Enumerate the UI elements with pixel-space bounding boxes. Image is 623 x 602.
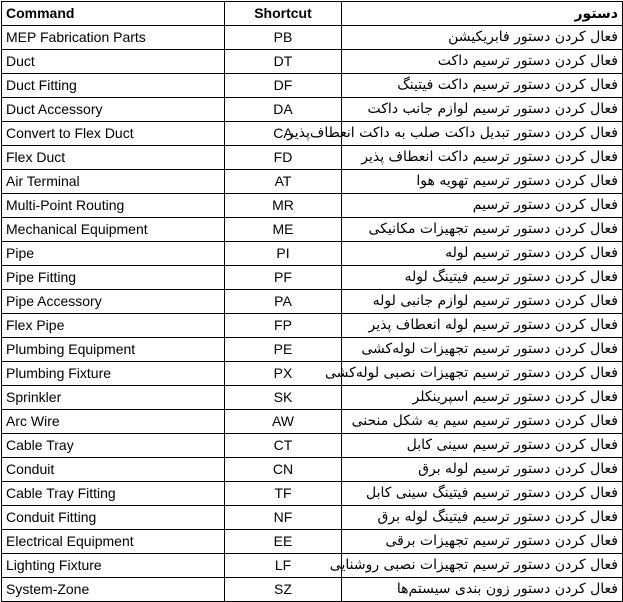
table-row (2, 410, 623, 434)
persian-description-cell: فعال کردن دستور زون بندی سیستم‌ها (342, 578, 623, 602)
table-body (2, 26, 623, 602)
table-row (2, 266, 623, 290)
command-cell: Pipe (2, 242, 225, 266)
shortcut-cell: EE (225, 530, 342, 554)
table-row (2, 506, 623, 530)
persian-description-cell: فعال کردن دستور ترسیم داکت فیتینگ (342, 74, 623, 98)
persian-description-cell: فعال کردن دستور ترسیم لوازم جانبی لوله (342, 290, 623, 314)
persian-description-cell: فعال کردن دستور ترسیم تجهیزات برقی (342, 530, 623, 554)
shortcut-cell: DA (225, 98, 342, 122)
command-cell: Flex Duct (2, 146, 225, 170)
persian-description-cell: فعال کردن دستور ترسیم لوازم جانب داکت (342, 98, 623, 122)
persian-description-cell: فعال کردن دستور ترسیم فیتینگ لوله (342, 266, 623, 290)
shortcut-cell: FP (225, 314, 342, 338)
shortcut-cell: AT (225, 170, 342, 194)
command-cell: Lighting Fixture (2, 554, 225, 578)
command-cell: Flex Pipe (2, 314, 225, 338)
shortcut-cell: CT (225, 434, 342, 458)
table-row (2, 170, 623, 194)
command-cell: Plumbing Equipment (2, 338, 225, 362)
shortcut-cell: PI (225, 242, 342, 266)
command-cell: MEP Fabrication Parts (2, 26, 225, 50)
table-row (2, 530, 623, 554)
shortcut-cell: SK (225, 386, 342, 410)
table-row (2, 386, 623, 410)
command-cell: Pipe Accessory (2, 290, 225, 314)
command-cell: Duct Accessory (2, 98, 225, 122)
persian-description-cell: فعال کردن دستور ترسیم لوله (342, 242, 623, 266)
persian-description-cell: فعال کردن دستور ترسیم اسپرینکلر (342, 386, 623, 410)
persian-description-cell: فعال کردن دستور ترسیم لوله برق (342, 458, 623, 482)
shortcut-table (1, 1, 623, 602)
shortcut-cell: LF (225, 554, 342, 578)
persian-description-cell: فعال کردن دستور ترسیم سینی کابل (342, 434, 623, 458)
shortcut-cell: DF (225, 74, 342, 98)
command-cell: Cable Tray (2, 434, 225, 458)
shortcut-cell: DT (225, 50, 342, 74)
command-cell: Plumbing Fixture (2, 362, 225, 386)
persian-description-cell: فعال کردن دستور ترسیم داکت انعطاف پذیر (342, 146, 623, 170)
shortcut-cell: PA (225, 290, 342, 314)
persian-description-cell: فعال کردن دستور ترسیم تجهیزات نصبی روشنایی (342, 554, 623, 578)
table-row (2, 290, 623, 314)
table-row (2, 50, 623, 74)
shortcut-cell: AW (225, 410, 342, 434)
table-row (2, 458, 623, 482)
table-row (2, 362, 623, 386)
command-cell: Cable Tray Fitting (2, 482, 225, 506)
shortcut-cell: PF (225, 266, 342, 290)
shortcut-cell: PE (225, 338, 342, 362)
shortcut-cell: PB (225, 26, 342, 50)
command-cell: Air Terminal (2, 170, 225, 194)
table-row (2, 194, 623, 218)
persian-description-cell: فعال کردن دستور ترسیم تجهیزات نصبی لوله‌کشی (342, 362, 623, 386)
shortcut-cell: NF (225, 506, 342, 530)
shortcut-cell: TF (225, 482, 342, 506)
command-cell: Arc Wire (2, 410, 225, 434)
table-row (2, 554, 623, 578)
table-row (2, 98, 623, 122)
table-row (2, 578, 623, 602)
persian-description-cell: فعال کردن دستور فابریکیشن (342, 26, 623, 50)
persian-description-cell: فعال کردن دستور ترسیم تجهیزات لوله‌کشی (342, 338, 623, 362)
persian-description-cell: فعال کردن دستور ترسیم تجهیزات مکانیکی (342, 218, 623, 242)
shortcut-cell: FD (225, 146, 342, 170)
persian-description-cell: فعال کردن دستور ترسیم لوله انعطاف پذیر (342, 314, 623, 338)
persian-description-cell: فعال کردن دستور ترسیم تهویه هوا (342, 170, 623, 194)
command-cell: Multi-Point Routing (2, 194, 225, 218)
command-cell: Electrical Equipment (2, 530, 225, 554)
table-row (2, 242, 623, 266)
shortcut-sheet (1, 1, 622, 602)
persian-description-cell: فعال کردن دستور ترسیم داکت (342, 50, 623, 74)
persian-description-cell: فعال کردن دستور ترسیم فیتینگ سینی کابل (342, 482, 623, 506)
header-shortcut: Shortcut (225, 2, 342, 26)
command-cell: Sprinkler (2, 386, 225, 410)
command-cell: System-Zone (2, 578, 225, 602)
table-row (2, 434, 623, 458)
command-cell: Conduit Fitting (2, 506, 225, 530)
persian-description-cell: فعال کردن دستور تبدیل داکت صلب به داکت انعطاف‌پذیر (342, 122, 623, 146)
command-cell: Pipe Fitting (2, 266, 225, 290)
table-row (2, 26, 623, 50)
shortcut-cell: CN (225, 458, 342, 482)
table-row (2, 146, 623, 170)
persian-description-cell: فعال کردن دستور ترسیم (342, 194, 623, 218)
shortcut-cell: SZ (225, 578, 342, 602)
header-row (2, 2, 623, 26)
header-persian: دستور (342, 2, 623, 26)
table-row (2, 338, 623, 362)
table-row (2, 314, 623, 338)
shortcut-cell: CA (225, 122, 342, 146)
shortcut-cell: MR (225, 194, 342, 218)
header-command: Command (2, 2, 225, 26)
command-cell: Mechanical Equipment (2, 218, 225, 242)
command-cell: Convert to Flex Duct (2, 122, 225, 146)
table-row (2, 482, 623, 506)
table-row (2, 122, 623, 146)
shortcut-cell: PX (225, 362, 342, 386)
command-cell: Duct (2, 50, 225, 74)
persian-description-cell: فعال کردن دستور ترسیم سیم به شکل منحنی (342, 410, 623, 434)
table-row (2, 74, 623, 98)
shortcut-cell: ME (225, 218, 342, 242)
persian-description-cell: فعال کردن دستور ترسیم فیتینگ لوله برق (342, 506, 623, 530)
table-row (2, 218, 623, 242)
command-cell: Duct Fitting (2, 74, 225, 98)
command-cell: Conduit (2, 458, 225, 482)
